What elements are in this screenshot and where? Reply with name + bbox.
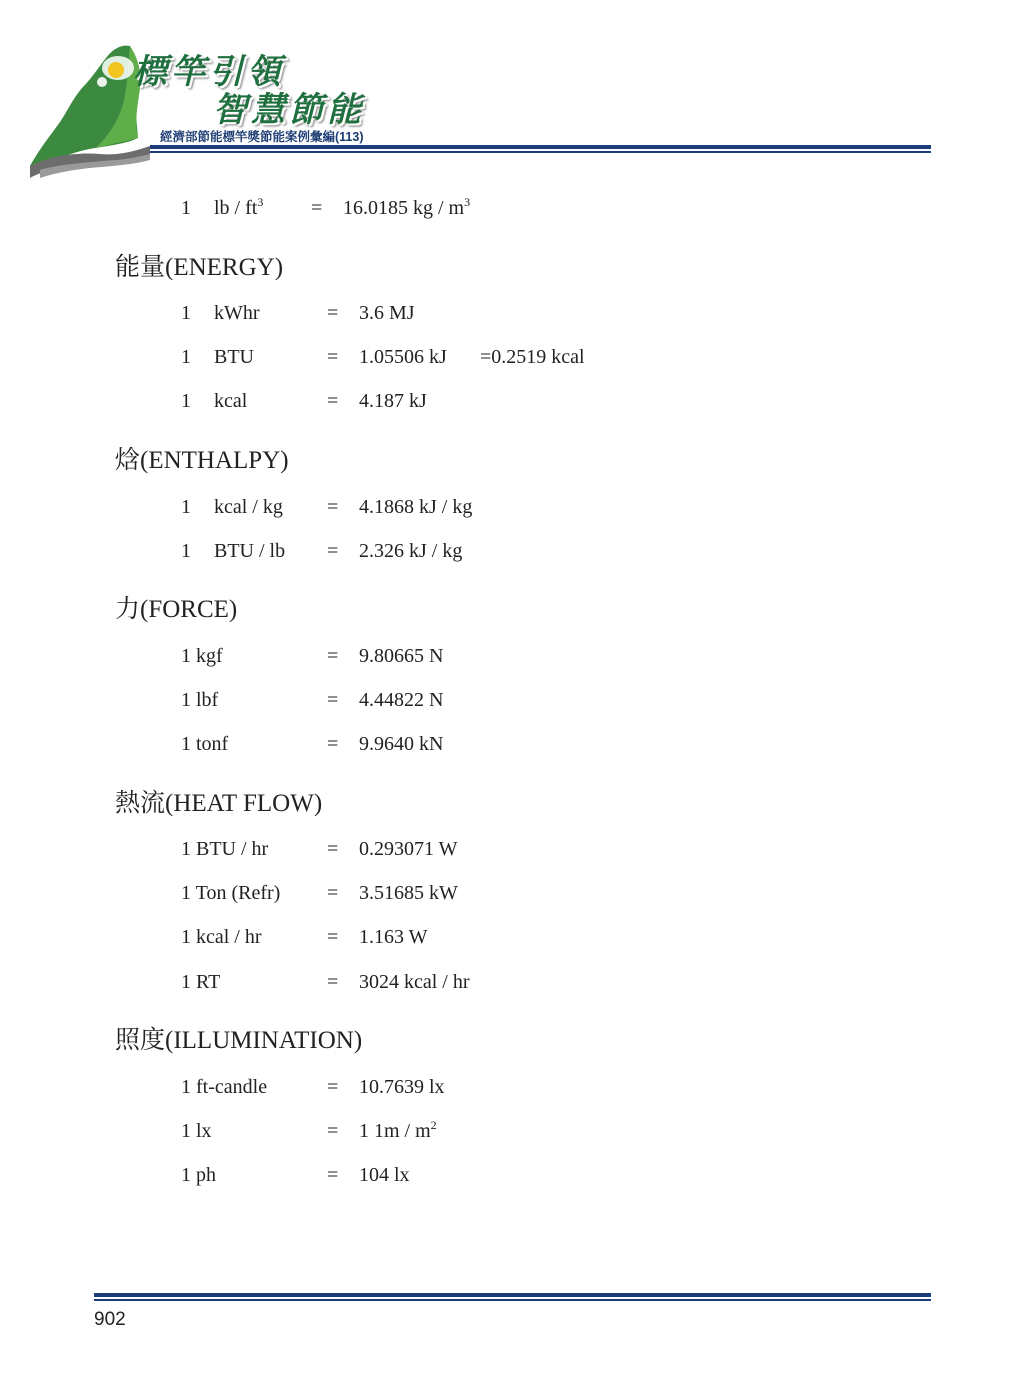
value-base: 16.0185 kg / m xyxy=(343,197,465,219)
section-heading-enthalpy: 焓(ENTHALPY) xyxy=(115,447,289,474)
unit-label: kcal / kg xyxy=(214,496,283,518)
section-heading-heat-flow: 熱流(HEAT FLOW) xyxy=(115,790,323,817)
conversion-row xyxy=(0,881,1024,907)
conversion-row xyxy=(0,688,1024,714)
header-rule-thick xyxy=(150,145,931,149)
unit-label: 1 ft-candle xyxy=(181,1076,268,1098)
equals-sign: = xyxy=(327,1076,339,1098)
header-subtitle: 經濟部節能標竿獎節能案例彙編(113) xyxy=(160,130,364,144)
unit-label: 1 RT xyxy=(181,971,221,993)
equals-sign: = xyxy=(327,838,339,860)
section-heading-illumination: 照度(ILLUMINATION) xyxy=(115,1027,363,1054)
unit-label: 1 kgf xyxy=(181,645,223,667)
equals-sign: = xyxy=(327,346,339,368)
unit-label: 1 lx xyxy=(181,1120,212,1142)
section-heading-force: 力(FORCE) xyxy=(115,596,238,623)
unit-num: 1 xyxy=(181,197,191,219)
conversion-row xyxy=(0,732,1024,758)
equals-sign: = xyxy=(327,302,339,324)
unit-label: 1 lbf xyxy=(181,689,219,711)
conversion-value: 10.7639 lx xyxy=(359,1076,445,1098)
equals-sign: = xyxy=(327,971,339,993)
conversion-row xyxy=(0,345,1024,371)
conversion-value: 104 lx xyxy=(359,1164,410,1186)
conversion-value: 3024 kcal / hr xyxy=(359,971,470,993)
density-row xyxy=(0,196,1024,222)
value-exponent: 3 xyxy=(464,195,471,209)
conversion-value: 9.9640 kN xyxy=(359,733,444,755)
conversion-value: 2.326 kJ / kg xyxy=(359,540,463,562)
footer-rule-thin xyxy=(94,1299,931,1301)
conversion-value: 4.44822 N xyxy=(359,689,444,711)
conversion-row xyxy=(0,1119,1024,1145)
conversion-value: 1.163 W xyxy=(359,926,428,948)
conversion-row xyxy=(0,1075,1024,1101)
header-rule-thin xyxy=(150,151,931,153)
equals-sign: = xyxy=(327,1120,339,1142)
unit-label: 1 Ton (Refr) xyxy=(181,882,281,904)
conversion-value-extra: =0.2519 kcal xyxy=(480,346,585,368)
header-title-line2: 智慧節能 xyxy=(213,90,365,130)
value-exponent: 2 xyxy=(430,1118,437,1132)
unit-label: kcal xyxy=(214,390,248,412)
conversion-row xyxy=(0,495,1024,521)
unit-exponent: 3 xyxy=(257,195,264,209)
conversion-row xyxy=(0,970,1024,996)
conversion-value: 3.51685 kW xyxy=(359,882,458,904)
conversion-row xyxy=(0,301,1024,327)
unit-num: 1 xyxy=(181,390,191,412)
conversion-value: 9.80665 N xyxy=(359,645,444,667)
unit-label: kWhr xyxy=(214,302,260,324)
unit-label: BTU / lb xyxy=(214,540,286,562)
conversion-value: 0.293071 W xyxy=(359,838,458,860)
unit-label: 1 ph xyxy=(181,1164,216,1186)
equals-sign: = xyxy=(327,689,339,711)
equals-sign: = xyxy=(311,197,323,219)
conversion-value: 4.187 kJ xyxy=(359,390,427,412)
page-number: 902 xyxy=(94,1309,126,1330)
header-title-line1: 標竿引領 xyxy=(133,52,285,92)
footer-rule-thick xyxy=(94,1293,931,1297)
unit-num: 1 xyxy=(181,496,191,518)
conversion-value xyxy=(359,1119,437,1143)
conversion-row xyxy=(0,389,1024,415)
unit-base: lb / ft xyxy=(214,197,258,219)
conversion-row xyxy=(0,1163,1024,1189)
unit-num: 1 xyxy=(181,302,191,324)
conversion-value: 3.6 MJ xyxy=(359,302,415,324)
conversion-row xyxy=(0,644,1024,670)
equals-sign: = xyxy=(327,496,339,518)
equals-sign: = xyxy=(327,390,339,412)
conversion-row xyxy=(0,837,1024,863)
value-base: 1 1m / m xyxy=(359,1120,431,1142)
unit-label: 1 tonf xyxy=(181,733,229,755)
unit-num: 1 xyxy=(181,346,191,368)
unit-label xyxy=(214,196,263,220)
section-heading-energy: 能量(ENERGY) xyxy=(115,254,284,281)
unit-label: 1 kcal / hr xyxy=(181,926,262,948)
equals-sign: = xyxy=(327,645,339,667)
page-header xyxy=(0,0,1024,190)
conversion-row xyxy=(0,925,1024,951)
conversion-row xyxy=(0,539,1024,565)
unit-label: 1 BTU / hr xyxy=(181,838,269,860)
equals-sign: = xyxy=(327,733,339,755)
conversion-value: 4.1868 kJ / kg xyxy=(359,496,473,518)
conversion-value xyxy=(343,196,470,220)
unit-num: 1 xyxy=(181,540,191,562)
conversion-value: 1.05506 kJ xyxy=(359,346,447,368)
equals-sign: = xyxy=(327,540,339,562)
equals-sign: = xyxy=(327,926,339,948)
equals-sign: = xyxy=(327,1164,339,1186)
equals-sign: = xyxy=(327,882,339,904)
unit-label: BTU xyxy=(214,346,254,368)
